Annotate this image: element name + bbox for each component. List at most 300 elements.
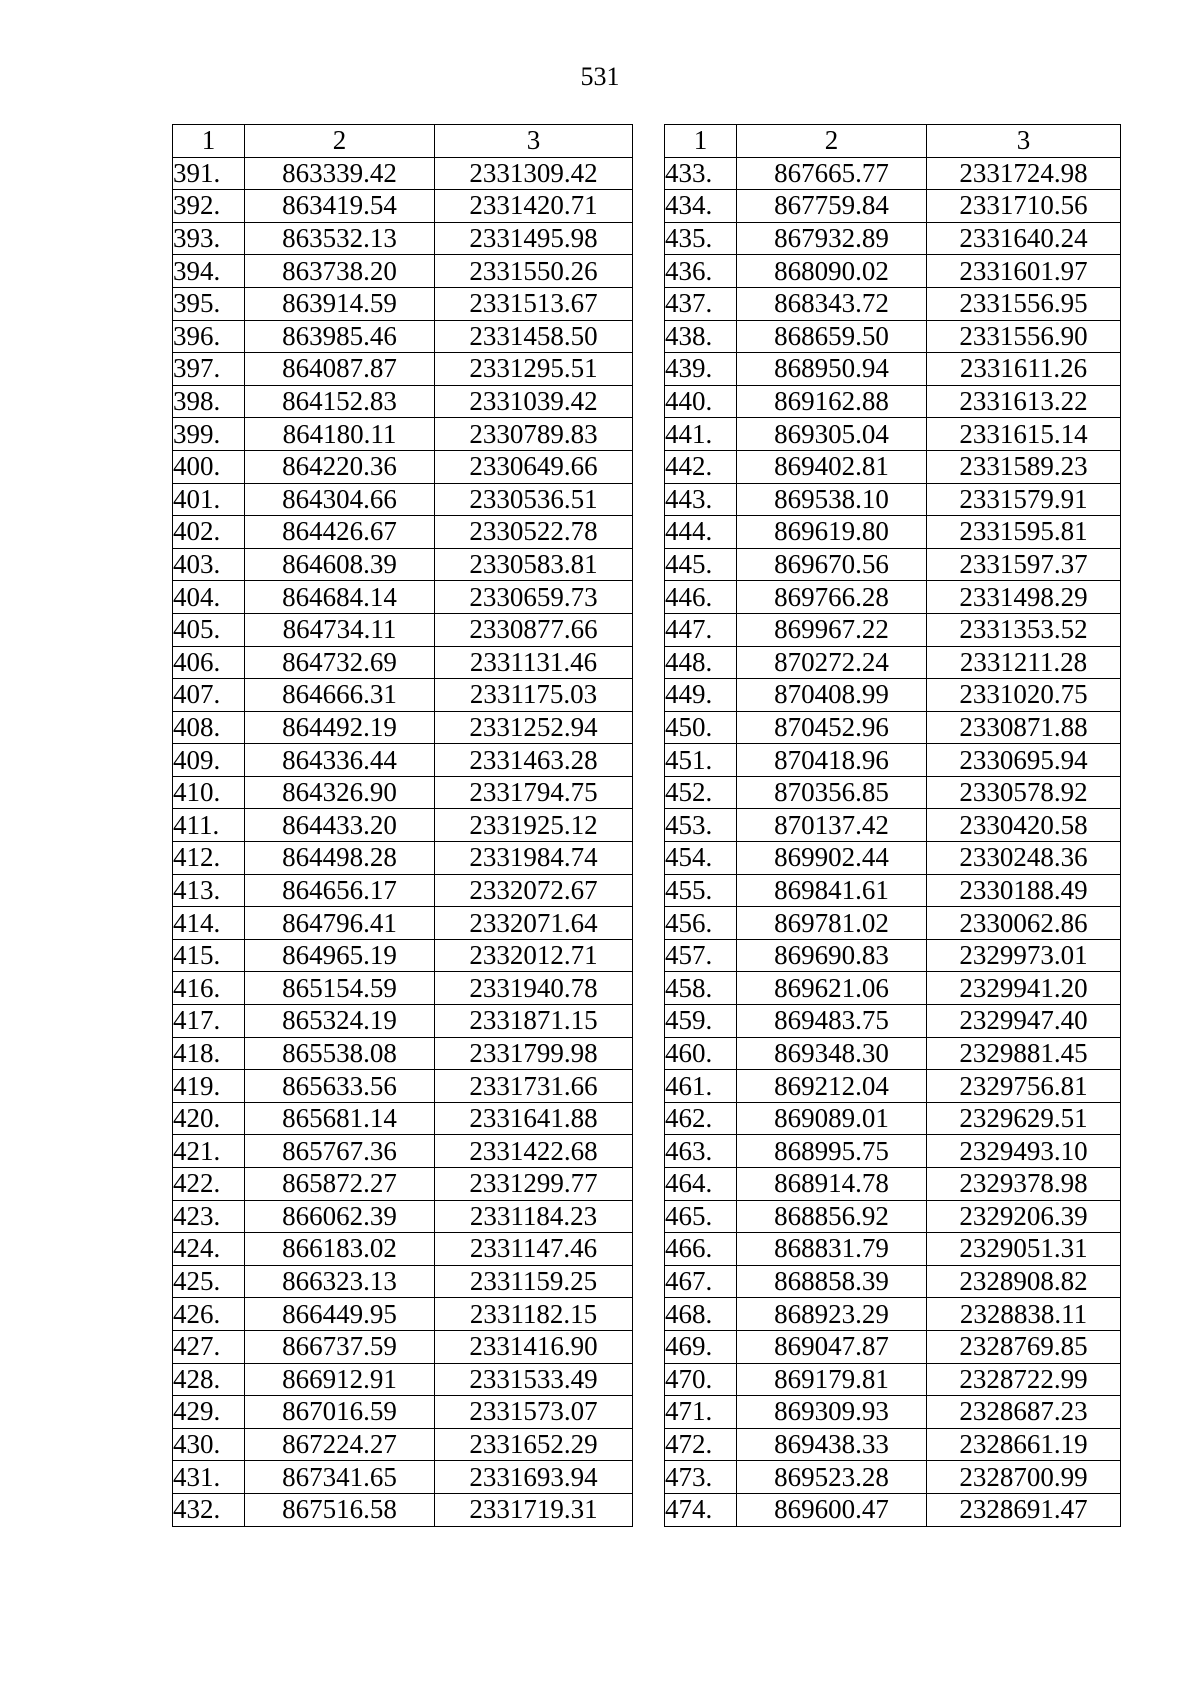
- coordinate-y: 2331147.46: [435, 1233, 633, 1266]
- coordinate-y: 2330583.81: [435, 548, 633, 581]
- coordinate-y: 2331925.12: [435, 809, 633, 842]
- table-row: [173, 613, 633, 646]
- coordinate-x: 869162.88: [737, 385, 927, 418]
- coordinate-y: 2331498.29: [927, 581, 1121, 614]
- point-number: 433.: [665, 157, 737, 190]
- coordinate-y: 2329881.45: [927, 1037, 1121, 1070]
- coordinate-y: 2331615.14: [927, 418, 1121, 451]
- coordinate-y: 2331984.74: [435, 842, 633, 875]
- coordinate-y: 2331794.75: [435, 776, 633, 809]
- coordinate-x: 869600.47: [737, 1493, 927, 1526]
- point-number: 457.: [665, 939, 737, 972]
- coordinate-x: 868856.92: [737, 1200, 927, 1233]
- table-row: [173, 1070, 633, 1103]
- coordinate-x: 869690.83: [737, 939, 927, 972]
- point-number: 419.: [173, 1070, 245, 1103]
- point-number: 410.: [173, 776, 245, 809]
- point-number: 470.: [665, 1363, 737, 1396]
- table-row: [665, 809, 1121, 842]
- table-row: [173, 320, 633, 353]
- coordinate-x: 864608.39: [245, 548, 435, 581]
- point-number: 454.: [665, 842, 737, 875]
- coordinate-y: 2330536.51: [435, 483, 633, 516]
- point-number: 406.: [173, 646, 245, 679]
- coordinate-x: 869670.56: [737, 548, 927, 581]
- coordinate-x: 869902.44: [737, 842, 927, 875]
- coordinate-y: 2331611.26: [927, 353, 1121, 386]
- coordinate-x: 864433.20: [245, 809, 435, 842]
- coordinate-y: 2330248.36: [927, 842, 1121, 875]
- coordinate-y: 2328661.19: [927, 1428, 1121, 1461]
- point-number: 456.: [665, 907, 737, 940]
- coordinate-x: 870452.96: [737, 711, 927, 744]
- coordinate-x: 869538.10: [737, 483, 927, 516]
- coordinate-y: 2331175.03: [435, 679, 633, 712]
- point-number: 422.: [173, 1168, 245, 1201]
- point-number: 468.: [665, 1298, 737, 1331]
- coordinate-x: 868858.39: [737, 1265, 927, 1298]
- point-number: 423.: [173, 1200, 245, 1233]
- coordinate-x: 864220.36: [245, 450, 435, 483]
- table-row: [173, 1298, 633, 1331]
- point-number: 452.: [665, 776, 737, 809]
- column-header-x: 2: [245, 125, 435, 158]
- coordinate-x: 869402.81: [737, 450, 927, 483]
- coordinate-y: 2330877.66: [435, 613, 633, 646]
- table-row: [665, 1493, 1121, 1526]
- coordinate-y: 2328722.99: [927, 1363, 1121, 1396]
- point-number: 474.: [665, 1493, 737, 1526]
- coordinate-y: 2328908.82: [927, 1265, 1121, 1298]
- point-number: 462.: [665, 1102, 737, 1135]
- table-row: [173, 1265, 633, 1298]
- table-row: [665, 646, 1121, 679]
- point-number: 411.: [173, 809, 245, 842]
- coordinate-y: 2331940.78: [435, 972, 633, 1005]
- coordinate-y: 2329493.10: [927, 1135, 1121, 1168]
- table-row: [665, 939, 1121, 972]
- coordinate-y: 2330659.73: [435, 581, 633, 614]
- table-row: [665, 222, 1121, 255]
- coordinate-x: 863914.59: [245, 287, 435, 320]
- coordinate-y: 2331211.28: [927, 646, 1121, 679]
- coordinate-x: 866449.95: [245, 1298, 435, 1331]
- table-row: [665, 613, 1121, 646]
- coordinate-x: 867516.58: [245, 1493, 435, 1526]
- column-header-number: 1: [173, 125, 245, 158]
- column-header-y: 3: [927, 125, 1121, 158]
- coordinate-y: 2331556.90: [927, 320, 1121, 353]
- point-number: 413.: [173, 874, 245, 907]
- coordinate-x: 864656.17: [245, 874, 435, 907]
- coordinate-y: 2329947.40: [927, 1005, 1121, 1038]
- coordinate-x: 868090.02: [737, 255, 927, 288]
- point-number: 425.: [173, 1265, 245, 1298]
- coordinate-x: 864965.19: [245, 939, 435, 972]
- table-row: [665, 1396, 1121, 1429]
- coordinate-y: 2329973.01: [927, 939, 1121, 972]
- coordinate-y: 2331420.71: [435, 190, 633, 223]
- coordinate-y: 2329378.98: [927, 1168, 1121, 1201]
- coordinate-x: 869781.02: [737, 907, 927, 940]
- coordinate-y: 2331710.56: [927, 190, 1121, 223]
- coordinate-y: 2331640.24: [927, 222, 1121, 255]
- coordinate-y: 2331641.88: [435, 1102, 633, 1135]
- coordinate-x: 863738.20: [245, 255, 435, 288]
- coordinate-y: 2331556.95: [927, 287, 1121, 320]
- coordinate-y: 2331299.77: [435, 1168, 633, 1201]
- coordinates-table-left: [172, 124, 633, 1527]
- point-number: 405.: [173, 613, 245, 646]
- coordinate-y: 2331652.29: [435, 1428, 633, 1461]
- table-row: [665, 711, 1121, 744]
- coordinate-x: 868343.72: [737, 287, 927, 320]
- point-number: 408.: [173, 711, 245, 744]
- coordinate-x: 869309.93: [737, 1396, 927, 1429]
- coordinate-y: 2331463.28: [435, 744, 633, 777]
- point-number: 404.: [173, 581, 245, 614]
- coordinate-x: 866062.39: [245, 1200, 435, 1233]
- point-number: 436.: [665, 255, 737, 288]
- point-number: 435.: [665, 222, 737, 255]
- point-number: 432.: [173, 1493, 245, 1526]
- coordinate-x: 864732.69: [245, 646, 435, 679]
- coordinate-y: 2330649.66: [435, 450, 633, 483]
- coordinate-x: 866323.13: [245, 1265, 435, 1298]
- table-row: [665, 1070, 1121, 1103]
- coordinate-y: 2328838.11: [927, 1298, 1121, 1331]
- table-row: [173, 1037, 633, 1070]
- coordinate-y: 2331601.97: [927, 255, 1121, 288]
- table-row: [665, 418, 1121, 451]
- table-row: [173, 809, 633, 842]
- point-number: 461.: [665, 1070, 737, 1103]
- table-row: [173, 287, 633, 320]
- point-number: 448.: [665, 646, 737, 679]
- point-number: 437.: [665, 287, 737, 320]
- table-row: [665, 1428, 1121, 1461]
- coordinate-x: 869089.01: [737, 1102, 927, 1135]
- coordinate-x: 865767.36: [245, 1135, 435, 1168]
- table-row: [173, 1363, 633, 1396]
- point-number: 426.: [173, 1298, 245, 1331]
- point-number: 416.: [173, 972, 245, 1005]
- coordinate-x: 868950.94: [737, 353, 927, 386]
- table-row: [665, 1461, 1121, 1494]
- coordinate-y: 2328769.85: [927, 1330, 1121, 1363]
- table-row: [173, 450, 633, 483]
- point-number: 428.: [173, 1363, 245, 1396]
- table-row: [173, 1005, 633, 1038]
- coordinate-y: 2331513.67: [435, 287, 633, 320]
- table-row: [173, 907, 633, 940]
- table-row: [665, 1037, 1121, 1070]
- coordinate-y: 2330188.49: [927, 874, 1121, 907]
- coordinate-x: 869766.28: [737, 581, 927, 614]
- point-number: 443.: [665, 483, 737, 516]
- table-row: [665, 548, 1121, 581]
- coordinate-x: 867759.84: [737, 190, 927, 223]
- coordinate-x: 864426.67: [245, 516, 435, 549]
- point-number: 409.: [173, 744, 245, 777]
- coordinate-x: 869348.30: [737, 1037, 927, 1070]
- table-row: [665, 744, 1121, 777]
- coordinate-y: 2331252.94: [435, 711, 633, 744]
- table-row: [665, 581, 1121, 614]
- coordinate-x: 869047.87: [737, 1330, 927, 1363]
- point-number: 415.: [173, 939, 245, 972]
- coordinate-y: 2332012.71: [435, 939, 633, 972]
- point-number: 400.: [173, 450, 245, 483]
- point-number: 446.: [665, 581, 737, 614]
- coordinate-y: 2331533.49: [435, 1363, 633, 1396]
- point-number: 458.: [665, 972, 737, 1005]
- coordinate-y: 2331353.52: [927, 613, 1121, 646]
- coordinate-x: 869619.80: [737, 516, 927, 549]
- point-number: 401.: [173, 483, 245, 516]
- table-row: [665, 907, 1121, 940]
- coordinate-y: 2331579.91: [927, 483, 1121, 516]
- point-number: 473.: [665, 1461, 737, 1494]
- coordinate-y: 2331799.98: [435, 1037, 633, 1070]
- coordinate-x: 865633.56: [245, 1070, 435, 1103]
- point-number: 429.: [173, 1396, 245, 1429]
- coordinate-y: 2329941.20: [927, 972, 1121, 1005]
- table-row: [665, 157, 1121, 190]
- table-row: [173, 1233, 633, 1266]
- coordinate-y: 2331724.98: [927, 157, 1121, 190]
- point-number: 467.: [665, 1265, 737, 1298]
- table-row: [173, 1330, 633, 1363]
- coordinate-x: 868914.78: [737, 1168, 927, 1201]
- table-row: [173, 1200, 633, 1233]
- table-header-row: [173, 125, 633, 158]
- coordinate-y: 2328700.99: [927, 1461, 1121, 1494]
- table-row: [173, 581, 633, 614]
- table-row: [665, 516, 1121, 549]
- table-row: [665, 385, 1121, 418]
- point-number: 417.: [173, 1005, 245, 1038]
- coordinate-x: 869438.33: [737, 1428, 927, 1461]
- table-row: [173, 190, 633, 223]
- coordinate-y: 2329756.81: [927, 1070, 1121, 1103]
- table-row: [173, 842, 633, 875]
- table-row: [665, 190, 1121, 223]
- table-row: [665, 776, 1121, 809]
- table-row: [665, 1330, 1121, 1363]
- table-row: [173, 939, 633, 972]
- coordinate-y: 2331597.37: [927, 548, 1121, 581]
- coordinate-x: 863985.46: [245, 320, 435, 353]
- coordinate-y: 2331458.50: [435, 320, 633, 353]
- coordinate-x: 869212.04: [737, 1070, 927, 1103]
- coordinate-x: 864498.28: [245, 842, 435, 875]
- coordinate-x: 864492.19: [245, 711, 435, 744]
- coordinate-y: 2331309.42: [435, 157, 633, 190]
- coordinate-x: 867016.59: [245, 1396, 435, 1429]
- point-number: 453.: [665, 809, 737, 842]
- table-row: [173, 711, 633, 744]
- table-row: [173, 385, 633, 418]
- table-row: [173, 776, 633, 809]
- table-row: [173, 1493, 633, 1526]
- coordinate-x: 865872.27: [245, 1168, 435, 1201]
- table-row: [173, 679, 633, 712]
- point-number: 472.: [665, 1428, 737, 1461]
- coordinate-y: 2331589.23: [927, 450, 1121, 483]
- coordinates-table-right: [664, 124, 1121, 1527]
- coordinate-x: 869483.75: [737, 1005, 927, 1038]
- coordinate-x: 867341.65: [245, 1461, 435, 1494]
- table-row: [665, 255, 1121, 288]
- point-number: 460.: [665, 1037, 737, 1070]
- coordinate-y: 2331719.31: [435, 1493, 633, 1526]
- coordinate-y: 2328687.23: [927, 1396, 1121, 1429]
- table-row: [665, 353, 1121, 386]
- table-row: [665, 287, 1121, 320]
- coordinate-x: 869523.28: [737, 1461, 927, 1494]
- coordinate-x: 870137.42: [737, 809, 927, 842]
- coordinate-y: 2331182.15: [435, 1298, 633, 1331]
- point-number: 451.: [665, 744, 737, 777]
- table-row: [665, 874, 1121, 907]
- table-row: [173, 1135, 633, 1168]
- table-row: [665, 1233, 1121, 1266]
- coordinate-y: 2331184.23: [435, 1200, 633, 1233]
- table-row: [173, 483, 633, 516]
- coordinate-y: 2330789.83: [435, 418, 633, 451]
- coordinate-x: 864666.31: [245, 679, 435, 712]
- point-number: 420.: [173, 1102, 245, 1135]
- coordinate-x: 865681.14: [245, 1102, 435, 1135]
- coordinate-y: 2329051.31: [927, 1233, 1121, 1266]
- point-number: 396.: [173, 320, 245, 353]
- table-row: [173, 1396, 633, 1429]
- table-row: [665, 1168, 1121, 1201]
- table-row: [665, 1200, 1121, 1233]
- table-row: [173, 222, 633, 255]
- table-row: [665, 972, 1121, 1005]
- coordinate-y: 2330420.58: [927, 809, 1121, 842]
- point-number: 439.: [665, 353, 737, 386]
- table-row: [665, 842, 1121, 875]
- coordinate-x: 864304.66: [245, 483, 435, 516]
- coordinate-x: 868995.75: [737, 1135, 927, 1168]
- coordinate-x: 867665.77: [737, 157, 927, 190]
- column-header-y: 3: [435, 125, 633, 158]
- point-number: 442.: [665, 450, 737, 483]
- coordinate-x: 866912.91: [245, 1363, 435, 1396]
- coordinate-y: 2331613.22: [927, 385, 1121, 418]
- coordinate-x: 866737.59: [245, 1330, 435, 1363]
- coordinate-y: 2331295.51: [435, 353, 633, 386]
- coordinate-y: 2330871.88: [927, 711, 1121, 744]
- point-number: 469.: [665, 1330, 737, 1363]
- point-number: 395.: [173, 287, 245, 320]
- point-number: 393.: [173, 222, 245, 255]
- point-number: 397.: [173, 353, 245, 386]
- coordinate-x: 864684.14: [245, 581, 435, 614]
- coordinate-y: 2332071.64: [435, 907, 633, 940]
- point-number: 414.: [173, 907, 245, 940]
- coordinate-x: 864180.11: [245, 418, 435, 451]
- table-row: [173, 255, 633, 288]
- table-row: [173, 516, 633, 549]
- table-header-row: [665, 125, 1121, 158]
- point-number: 427.: [173, 1330, 245, 1363]
- table-row: [665, 320, 1121, 353]
- point-number: 391.: [173, 157, 245, 190]
- point-number: 434.: [665, 190, 737, 223]
- point-number: 459.: [665, 1005, 737, 1038]
- point-number: 450.: [665, 711, 737, 744]
- coordinate-y: 2330578.92: [927, 776, 1121, 809]
- page-number: 531: [580, 62, 620, 91]
- point-number: 444.: [665, 516, 737, 549]
- table-row: [173, 157, 633, 190]
- table-row: [173, 548, 633, 581]
- coordinate-x: 868923.29: [737, 1298, 927, 1331]
- table-row: [173, 874, 633, 907]
- point-number: 471.: [665, 1396, 737, 1429]
- coordinate-x: 864087.87: [245, 353, 435, 386]
- coordinate-x: 864796.41: [245, 907, 435, 940]
- table-row: [665, 1363, 1121, 1396]
- coordinate-y: 2331573.07: [435, 1396, 633, 1429]
- table-row: [665, 679, 1121, 712]
- point-number: 421.: [173, 1135, 245, 1168]
- coordinate-y: 2328691.47: [927, 1493, 1121, 1526]
- coordinate-x: 869967.22: [737, 613, 927, 646]
- table-row: [665, 1298, 1121, 1331]
- coordinate-y: 2331871.15: [435, 1005, 633, 1038]
- coordinate-x: 870408.99: [737, 679, 927, 712]
- coordinate-x: 863339.42: [245, 157, 435, 190]
- coordinate-x: 865324.19: [245, 1005, 435, 1038]
- table-row: [665, 483, 1121, 516]
- point-number: 430.: [173, 1428, 245, 1461]
- coordinate-x: 867224.27: [245, 1428, 435, 1461]
- point-number: 424.: [173, 1233, 245, 1266]
- point-number: 394.: [173, 255, 245, 288]
- coordinate-x: 865154.59: [245, 972, 435, 1005]
- coordinate-x: 869841.61: [737, 874, 927, 907]
- table-row: [173, 353, 633, 386]
- coordinate-y: 2331159.25: [435, 1265, 633, 1298]
- point-number: 440.: [665, 385, 737, 418]
- coordinate-x: 869621.06: [737, 972, 927, 1005]
- coordinate-x: 869179.81: [737, 1363, 927, 1396]
- table-row: [173, 1428, 633, 1461]
- coordinate-x: 864734.11: [245, 613, 435, 646]
- table-row: [665, 1102, 1121, 1135]
- coordinate-x: 869305.04: [737, 418, 927, 451]
- coordinate-x: 870356.85: [737, 776, 927, 809]
- coordinate-y: 2331731.66: [435, 1070, 633, 1103]
- point-number: 464.: [665, 1168, 737, 1201]
- coordinate-x: 868659.50: [737, 320, 927, 353]
- coordinate-x: 866183.02: [245, 1233, 435, 1266]
- table-row: [665, 1265, 1121, 1298]
- coordinate-x: 864336.44: [245, 744, 435, 777]
- point-number: 438.: [665, 320, 737, 353]
- table-row: [173, 972, 633, 1005]
- coordinate-y: 2330695.94: [927, 744, 1121, 777]
- coordinate-x: 864326.90: [245, 776, 435, 809]
- coordinate-x: 863419.54: [245, 190, 435, 223]
- table-row: [173, 1168, 633, 1201]
- coordinate-y: 2329206.39: [927, 1200, 1121, 1233]
